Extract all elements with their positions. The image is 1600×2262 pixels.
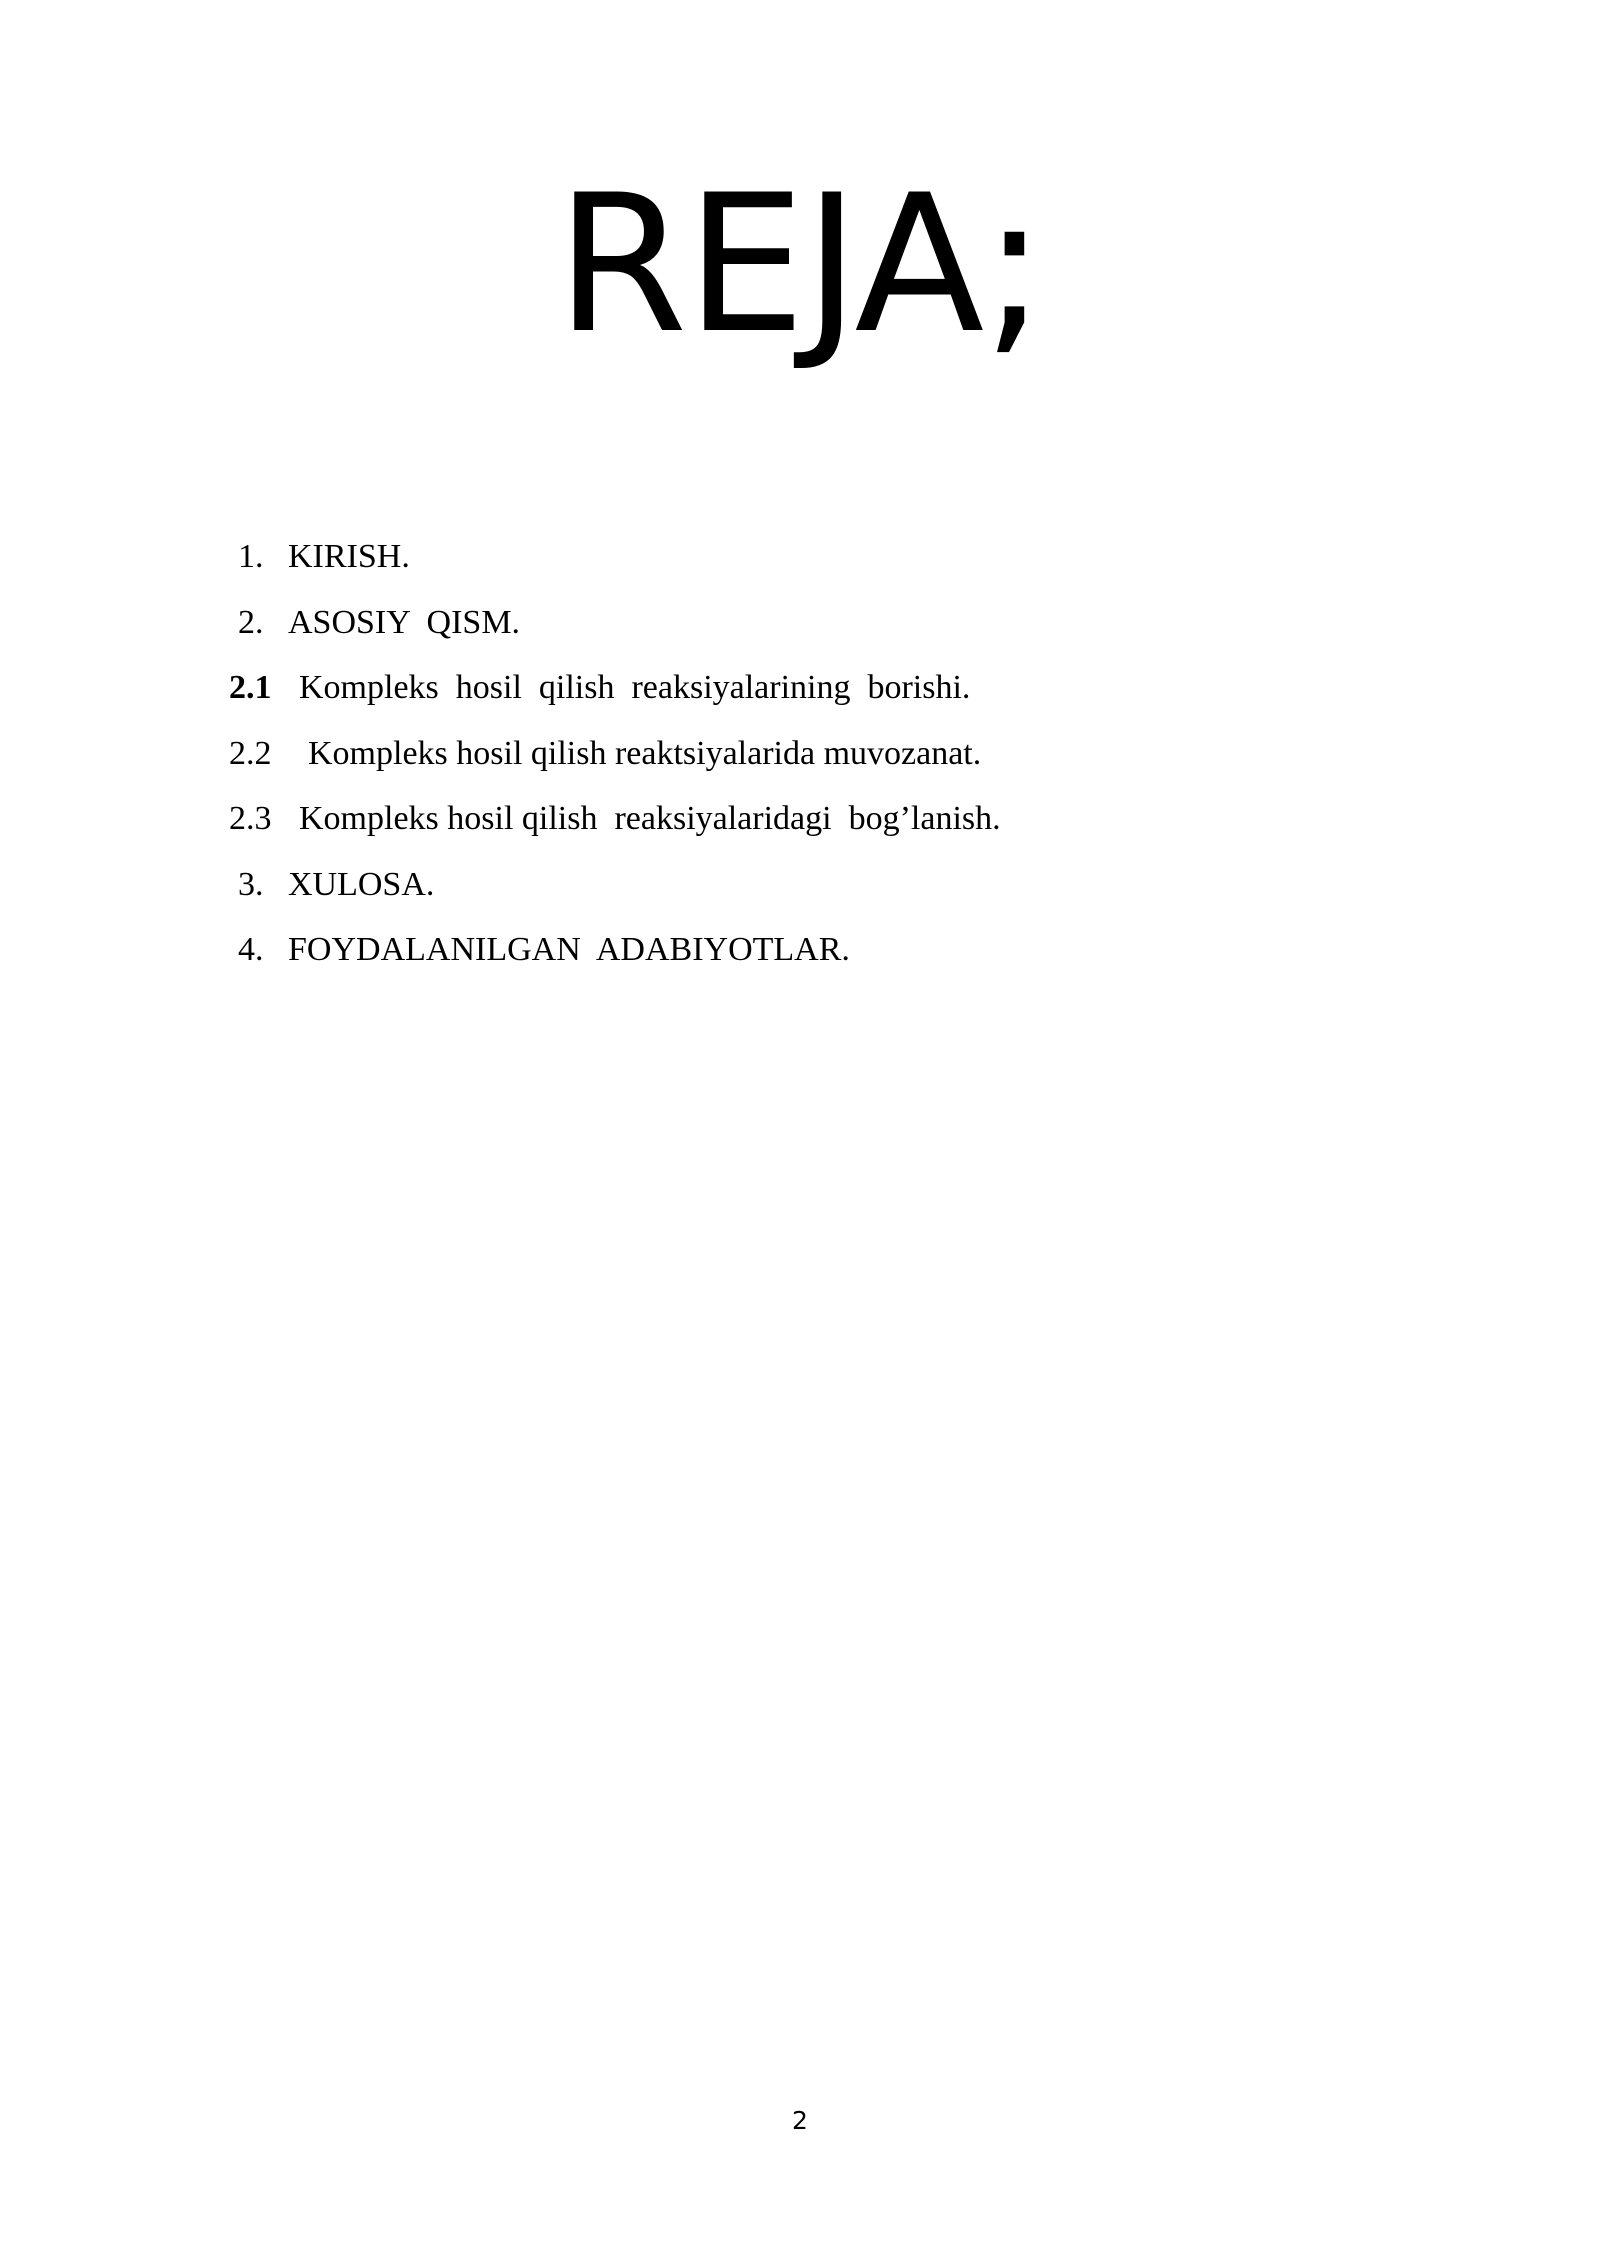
toc-item-adabiyotlar [0, 933, 1600, 999]
toc-item-number: 2.3 [229, 800, 272, 837]
toc-item-number: 2. [238, 603, 264, 641]
toc-item-text: XULOSA. [288, 865, 435, 903]
toc-item-text: Kompleks hosil qilish reaksiyalarining borishi. [299, 669, 971, 706]
page-number: 2 [792, 2106, 808, 2135]
table-of-contents [0, 540, 1600, 999]
toc-item-2-1 [0, 671, 1600, 737]
toc-item-number: 4. [238, 931, 264, 968]
toc-item-number: 2.2 [229, 734, 272, 772]
toc-item-asosiy-qism [0, 603, 1600, 672]
toc-item-2-2 [0, 734, 1600, 803]
toc-item-kirish [0, 540, 1600, 606]
toc-item-text: Kompleks hosil qilish reaktsiyalarida muvozanat. [308, 734, 982, 772]
toc-item-number: 1. [238, 538, 264, 575]
toc-item-text: ASOSIY QISM. [288, 603, 521, 641]
toc-item-text: Kompleks hosil qilish reaksiyalaridagi bog’lanish. [299, 800, 1001, 837]
toc-item-xulosa [0, 865, 1600, 934]
toc-item-number: 3. [238, 865, 264, 903]
toc-item-text: KIRISH. [288, 538, 410, 575]
toc-item-text: FOYDALANILGAN ADABIYOTLAR. [288, 931, 850, 968]
page-title: REJA; [555, 154, 1045, 375]
toc-item-number: 2.1 [229, 669, 272, 706]
toc-item-2-3 [0, 802, 1600, 868]
